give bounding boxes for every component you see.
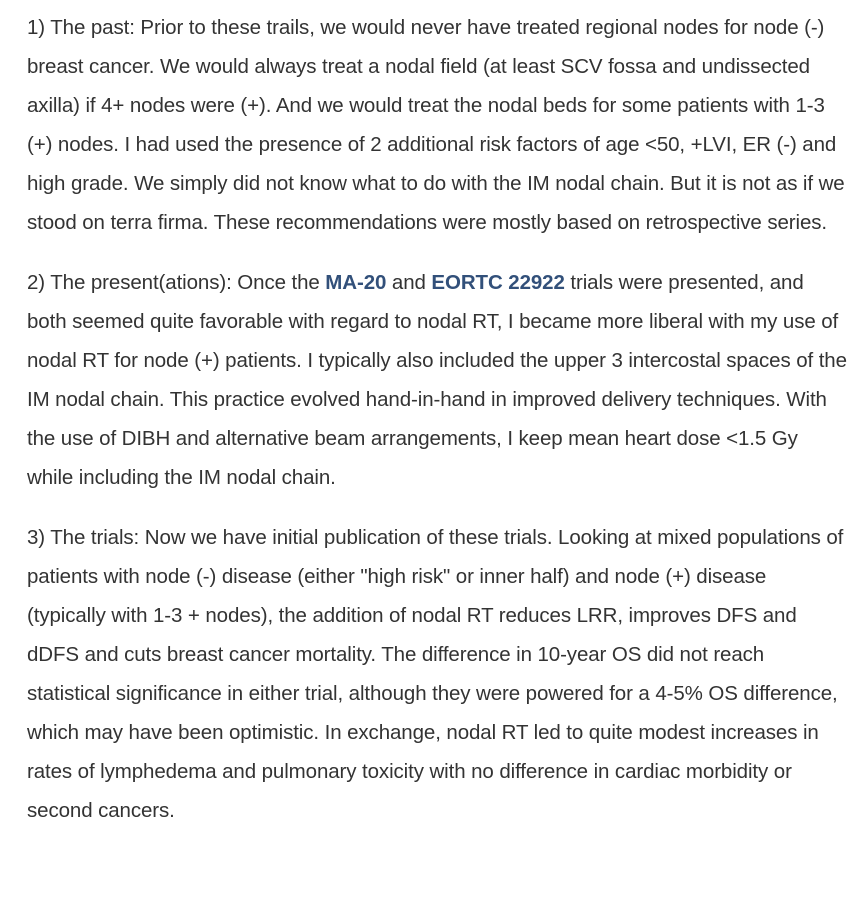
post-body [27, 8, 847, 851]
ma20-trial-link[interactable]: MA-20 [325, 271, 387, 294]
paragraph-present-body: trials were presented, and both seemed quite favorable with regard to nodal RT, I became more liberal with my use of nodal RT for node (+) patients. I typically also included the upper 3 intercostal spaces of the IM nodal chain. This practice evolved hand-in-hand in improved delivery techniques. With the use of DIBH and alternative beam arrangements, I keep mean heart dose <1.5 Gy while including the IM nodal chain. [27, 271, 847, 489]
paragraph-present-intro: 2) The present(ations): Once the [27, 271, 326, 294]
paragraph-present-conjunction: and [386, 271, 432, 294]
paragraph-past: 1) The past: Prior to these trails, we would never have treated regional nodes for node (-) breast cancer. We would always treat a nodal field (at least SCV fossa and undissected axilla) if 4+ nodes were (+). And we would treat the nodal beds for some patients with 1-3 (+) nodes. I had used the presence of 2 additional risk factors of age <50, +LVI, ER (-) and high grade. We simply did not know what to do with the IM nodal chain. But it is not as if we stood on terra firma. These recommendations were mostly based on retrospective series. [27, 16, 845, 234]
eortc-22922-trial-link[interactable]: EORTC 22922 [431, 271, 565, 294]
paragraph-trials: 3) The trials: Now we have initial publication of these trials. Looking at mixed populations of patients with node (-) disease (either "high risk" or inner half) and node (+) disease (typically with 1-3 + nodes), the addition of nodal RT reduces LRR, improves DFS and dDFS and cuts breast cancer mortality. The difference in 10-year OS did not reach statistical significance in either trial, although they were powered for a 4-5% OS difference, which may have been optimistic. In exchange, nodal RT led to quite modest increases in rates of lymphedema and pulmonary toxicity with no difference in cardiac morbidity or second cancers. [27, 526, 844, 822]
paragraph-present [27, 263, 847, 497]
